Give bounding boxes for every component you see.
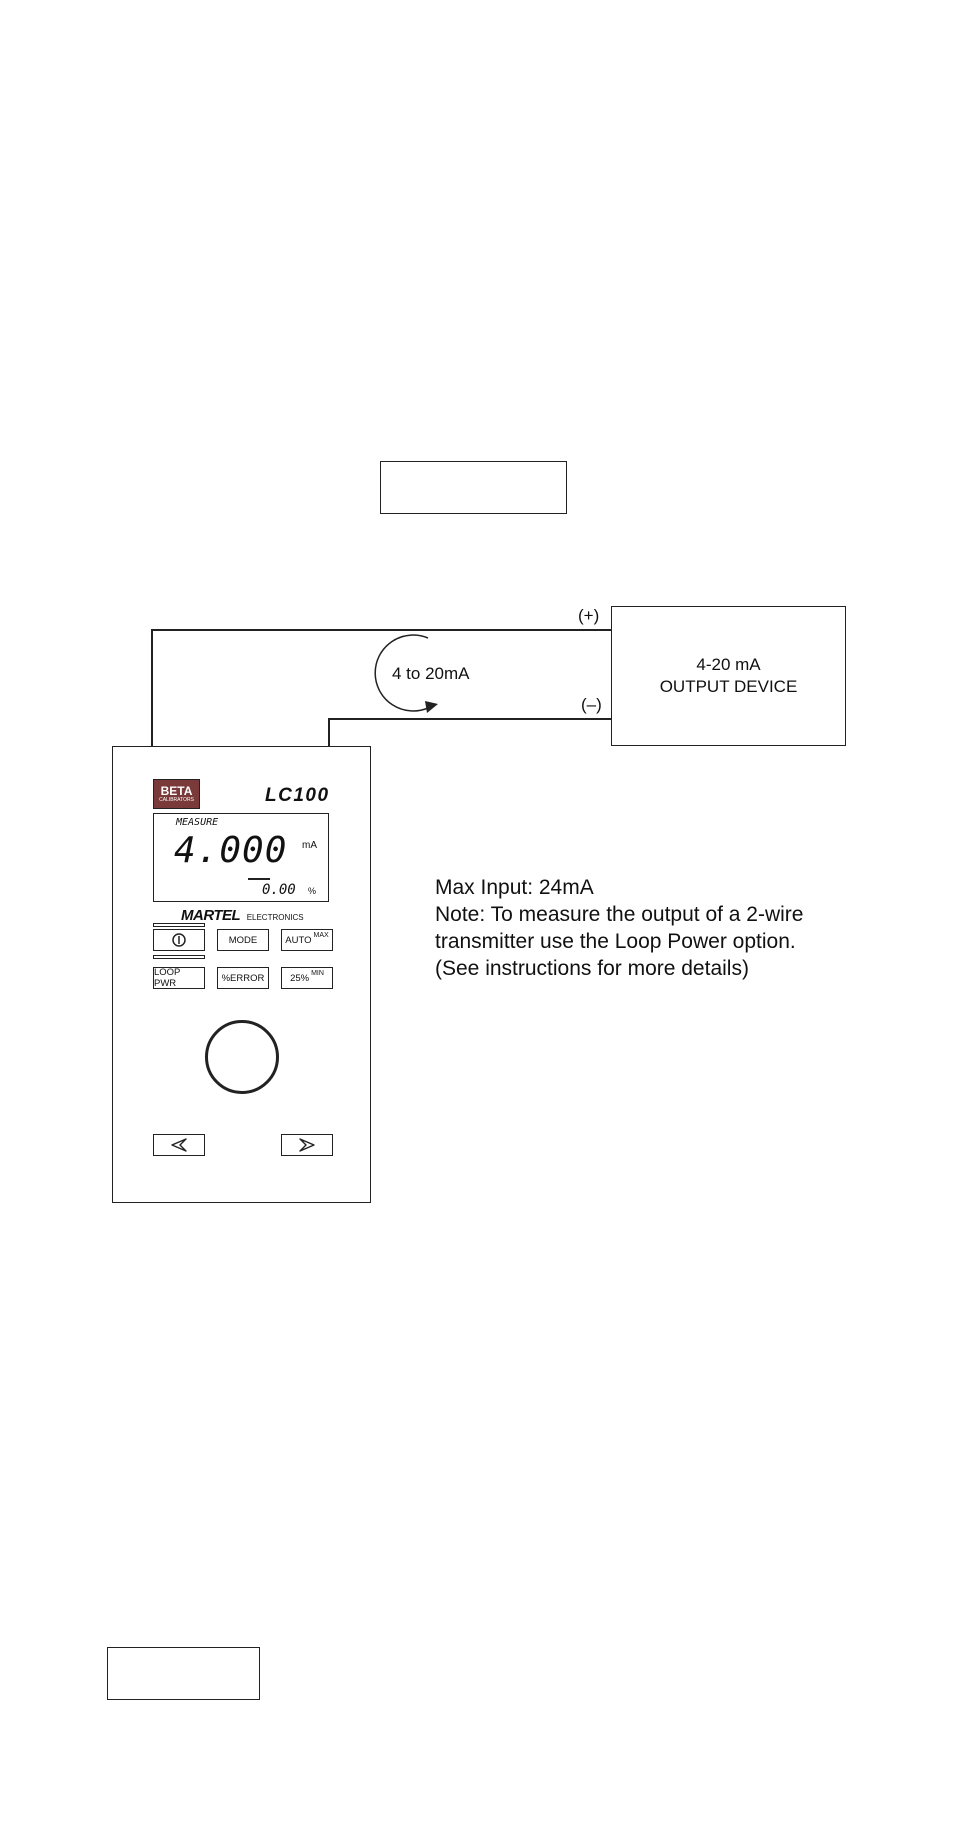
power-bar-bottom — [153, 955, 205, 959]
right-arrow-button[interactable] — [281, 1134, 333, 1156]
brand-logo — [153, 779, 200, 809]
note-line-2: Note: To measure the output of a 2-wire — [435, 903, 804, 926]
percent-error-label: %ERROR — [221, 972, 265, 984]
lcd-cursor — [248, 878, 270, 880]
max-label: MAX — [313, 931, 329, 939]
power-icon — [171, 932, 187, 948]
minus-terminal-label: (–) — [581, 695, 602, 714]
note-line-3: transmitter use the Loop Power option. — [435, 930, 796, 953]
left-arrow-icon — [168, 1137, 190, 1153]
power-button[interactable] — [153, 929, 205, 951]
top-label-box — [380, 461, 567, 514]
model-name: LC100 — [265, 785, 330, 806]
wire-minus-drop — [328, 718, 330, 747]
device-line-1: 4-20 mA — [696, 655, 761, 674]
mode-button-label: MODE — [228, 934, 258, 946]
calibrator-body — [112, 746, 371, 1203]
pct25-min-button[interactable] — [281, 967, 333, 989]
lcd-reading: 4.000 — [174, 830, 288, 871]
loop-pwr-label: LOOP PWR — [154, 967, 181, 989]
lcd-unit: mA — [302, 840, 317, 851]
output-device — [611, 606, 846, 746]
min-label: MIN — [311, 969, 324, 977]
mode-button[interactable] — [217, 929, 269, 951]
lcd-display — [153, 813, 329, 902]
auto-button-label: AUTO — [285, 934, 312, 946]
lcd-percent-value: 0.00 — [262, 882, 296, 898]
loop-pwr-button[interactable] — [153, 967, 205, 989]
brand-sub: CALIBRATORS — [159, 796, 194, 803]
wire-plus-drop — [151, 629, 153, 747]
percent-error-button[interactable] — [217, 967, 269, 989]
maker-sub: ELECTRONICS — [246, 913, 304, 922]
pct25-label: 25% — [290, 972, 310, 984]
plus-terminal-label: (+) — [578, 606, 600, 625]
adjust-knob[interactable] — [205, 1020, 279, 1094]
bottom-label-box — [107, 1647, 260, 1700]
right-arrow-icon — [296, 1137, 318, 1153]
device-line-2: OUTPUT DEVICE — [659, 677, 798, 696]
notes-block — [435, 874, 803, 982]
left-arrow-button[interactable] — [153, 1134, 205, 1156]
lcd-mode-text: MEASURE — [176, 817, 219, 828]
power-bar-top — [153, 923, 205, 927]
brand-name: BETA — [160, 783, 193, 798]
note-line-1: Max Input: 24mA — [435, 876, 594, 899]
auto-max-button[interactable] — [281, 929, 333, 951]
note-line-4: (See instructions for more details) — [435, 957, 749, 980]
maker-name: MARTEL — [181, 907, 241, 924]
lcd-percent-unit: % — [308, 886, 317, 896]
loop-current-label: 4 to 20mA — [392, 664, 470, 683]
